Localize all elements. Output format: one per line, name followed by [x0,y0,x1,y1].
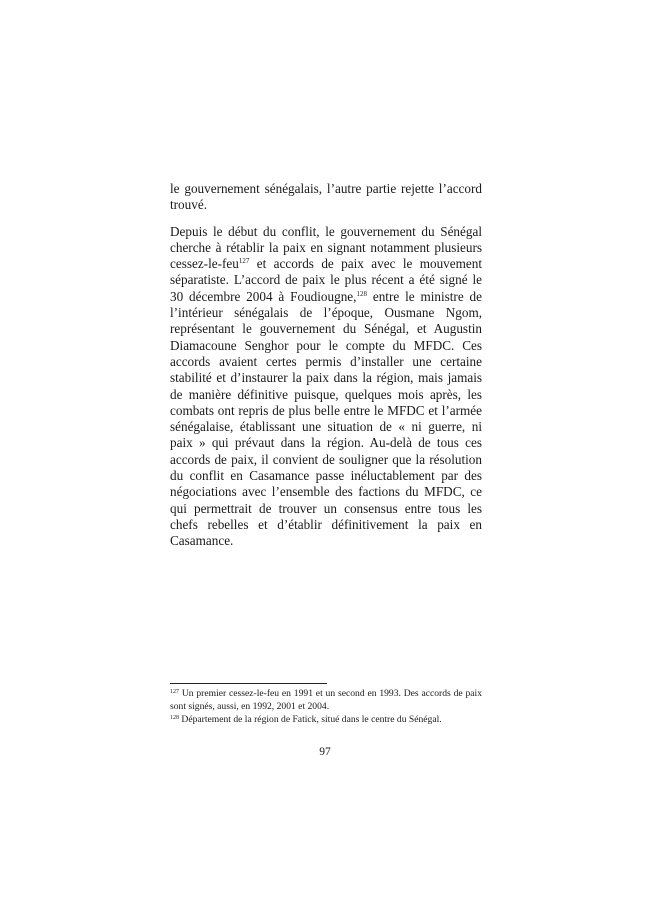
footnote-ref-127[interactable]: 127 [238,257,250,266]
footnote-number: 127 [170,689,179,695]
paragraph-text: le gouvernement sénégalais, l’autre partie rejette l’accord trouvé. [170,181,482,213]
paragraph-continuation [170,181,482,214]
footnote-128 [170,713,482,726]
paragraph-text: Depuis le début du conflit, le gouvernement du Sénégal cherche à rétablir la paix en signant notamment plusieurs cessez-le-feu [170,223,482,272]
paragraph-text: et accords de paix avec le mouvement séparatiste. L’accord de paix le plus récent a été signé le 30 décembre 2004 à Foudiougne, [170,256,482,304]
footnote-127 [170,687,482,713]
footnote-number: 128 [170,715,179,721]
paragraph-peace-accords [170,224,482,550]
footnote-text: Un premier cessez-le-feu en 1991 et un second en 1993. Des accords de paix sont signés, aussi, en 1992, 2001 et 2004. [170,688,482,712]
footnote-divider [170,683,327,684]
page-number: 97 [319,746,331,758]
main-text [170,181,482,550]
paragraph-text: entre le ministre de l’intérieur sénégalais de l’époque, Ousmane Ngom, représentant le gouvernement du Sénégal, et Augustin Diamacoune Senghor pour le compte du MFDC. Ces accords avaient certes permis d’installer une certaine stabilité et d’instaurer la paix dans la région, mais jamais de manière définitive puisque, quelques mois après, les combats ont repris de plus belle entre le MFDC et l’armée sénégalaise, établissant une situation de « ni guerre, ni paix » qui prévaut dans la région. Au-delà de tous ces accords de paix, il convient de souligner que la résolution du conflit en Casamance passe inéluctablement par des négociations avec l’ensemble des factions du MFDC, ce qui permettrait de trouver un consensus entre tous les chefs rebelles et d’établir définitivement la paix en Casamance. [170,288,482,549]
footnote-ref-128[interactable]: 128 [356,289,367,298]
footnotes [170,687,482,726]
footnote-text: Département de la région de Fatick, situé dans le centre du Sénégal. [179,714,442,725]
